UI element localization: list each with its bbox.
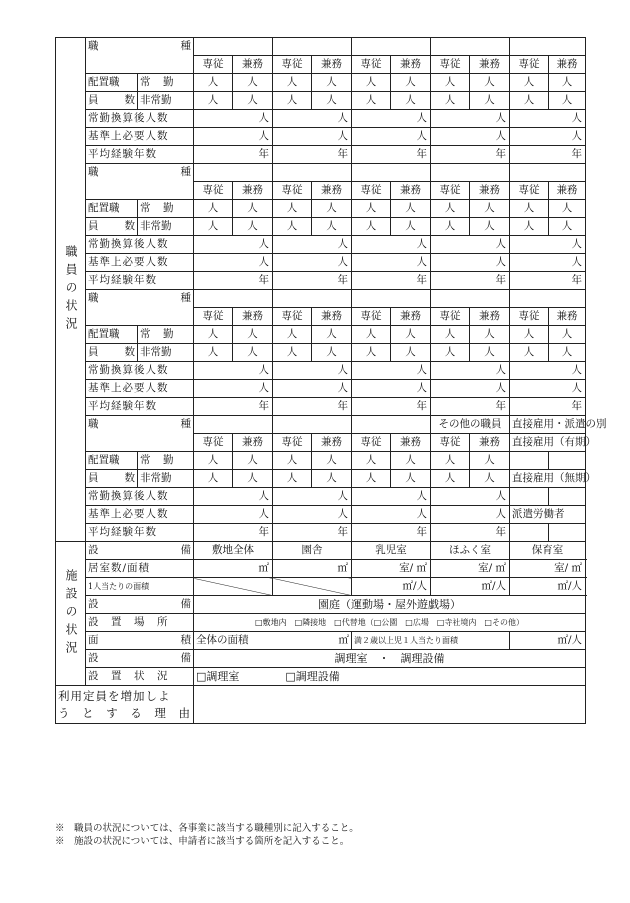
regular-count[interactable]: 人: [312, 452, 352, 470]
full-time-header: 専従: [352, 56, 391, 74]
non-regular-count[interactable]: 人: [273, 92, 312, 110]
regular-count[interactable]: 人: [470, 452, 510, 470]
avg-years-label: 平均経験年数: [86, 146, 194, 164]
nursery-room-per-person[interactable]: ㎡/人: [510, 578, 586, 596]
non-regular-count[interactable]: 人: [352, 92, 391, 110]
nursery-room-field[interactable]: 室/ ㎡: [510, 560, 586, 578]
regular-count[interactable]: 人: [510, 74, 549, 92]
non-regular-count[interactable]: 人: [194, 92, 233, 110]
full-time-header: 専従: [194, 434, 233, 452]
fte-count[interactable]: 人: [352, 362, 431, 380]
over2-area-field[interactable]: ㎡/人: [510, 632, 586, 650]
job-type-field[interactable]: [431, 38, 510, 56]
regular-count[interactable]: 人: [470, 200, 510, 218]
avg-years-count[interactable]: 年: [194, 524, 273, 542]
required-label: 基準上必要人数: [86, 506, 194, 524]
full-time-header: 専従: [431, 182, 470, 200]
full-time-header: 専従: [194, 308, 233, 326]
regular-count[interactable]: 人: [312, 326, 352, 344]
direct-open-label: 直接雇用（無期）: [510, 470, 586, 488]
fte-count[interactable]: 人: [352, 110, 431, 128]
crawling-room-field[interactable]: 室/ ㎡: [431, 560, 510, 578]
required-count[interactable]: 人: [352, 128, 431, 146]
required-count[interactable]: 人: [352, 380, 431, 398]
notes: [55, 822, 359, 848]
non-regular-count[interactable]: 人: [233, 470, 273, 488]
job-type-field[interactable]: [194, 290, 273, 308]
garden-header: 園庭（運動場・屋外遊戯場）: [194, 596, 586, 614]
part-time-header: 兼務: [470, 434, 510, 452]
placed-staff-label-2: 員 数: [86, 344, 138, 362]
part-time-header: 兼務: [549, 182, 586, 200]
diagonal-cell: [194, 578, 273, 596]
non-regular-label: 非常勤: [138, 218, 194, 236]
staff-section: [56, 38, 607, 542]
fte-label: 常勤換算後人数: [86, 488, 194, 506]
job-type-field[interactable]: [352, 164, 431, 182]
required-count[interactable]: 人: [431, 254, 510, 272]
other-staff-header: その他の職員: [431, 416, 510, 434]
non-regular-count[interactable]: 人: [510, 218, 549, 236]
fte-count[interactable]: 人: [431, 110, 510, 128]
non-regular-count[interactable]: 人: [470, 92, 510, 110]
regular-count[interactable]: 人: [510, 200, 549, 218]
avg-years-count[interactable]: 年: [352, 398, 431, 416]
regular-label: 常 勤: [138, 326, 194, 344]
part-time-header: 兼務: [233, 434, 273, 452]
reason-field[interactable]: [194, 686, 586, 724]
full-time-header: 専従: [273, 308, 312, 326]
job-type-label: 職 種: [86, 416, 194, 452]
building-area-field[interactable]: ㎡: [273, 560, 352, 578]
part-time-header: 兼務: [549, 308, 586, 326]
required-count[interactable]: 人: [431, 128, 510, 146]
avg-years-count[interactable]: 年: [510, 398, 586, 416]
regular-count[interactable]: 人: [233, 200, 273, 218]
area-label: 面 積: [86, 632, 194, 650]
non-regular-count[interactable]: 人: [549, 218, 586, 236]
non-regular-count[interactable]: 人: [510, 344, 549, 362]
regular-count[interactable]: 人: [391, 326, 431, 344]
location-options[interactable]: □敷地内 □隣接地 □代替地（□公園 □広場 □寺社境内 □その他）: [194, 614, 586, 632]
col-header-nursery-room: 保育室: [510, 542, 586, 560]
avg-years-count[interactable]: 年: [431, 272, 510, 290]
required-count[interactable]: 人: [194, 380, 273, 398]
regular-count[interactable]: 人: [352, 200, 391, 218]
regular-count[interactable]: 人: [391, 74, 431, 92]
job-type-field[interactable]: [273, 38, 352, 56]
fte-label: 常勤換算後人数: [86, 110, 194, 128]
full-time-header: 専従: [352, 308, 391, 326]
required-count[interactable]: 人: [194, 254, 273, 272]
non-regular-count[interactable]: 人: [470, 218, 510, 236]
regular-count[interactable]: 人: [470, 74, 510, 92]
job-type-field[interactable]: [510, 290, 586, 308]
job-type-field[interactable]: [273, 164, 352, 182]
direct-dispatch-header: 直接雇用・派遣の別: [510, 416, 586, 434]
required-label: 基準上必要人数: [86, 380, 194, 398]
non-regular-count[interactable]: 人: [273, 470, 312, 488]
job-type-field[interactable]: [273, 416, 352, 434]
placed-staff-label: 配置職: [86, 326, 138, 344]
part-time-header: 兼務: [233, 182, 273, 200]
placed-staff-label: 配置職: [86, 200, 138, 218]
regular-count[interactable]: 人: [233, 326, 273, 344]
fte-label: 常勤換算後人数: [86, 362, 194, 380]
crawling-room-per-person[interactable]: ㎡/人: [431, 578, 510, 596]
required-count[interactable]: 人: [510, 254, 586, 272]
kitchen-checkboxes[interactable]: [194, 668, 586, 686]
regular-count[interactable]: 人: [273, 452, 312, 470]
part-time-header: 兼務: [312, 308, 352, 326]
non-regular-count[interactable]: 人: [391, 344, 431, 362]
required-count[interactable]: 人: [273, 380, 352, 398]
form-table: [55, 37, 607, 724]
per-person-area-label: 1人当たりの面積: [86, 578, 194, 596]
fte-count[interactable]: 人: [510, 362, 586, 380]
fte-count[interactable]: 人: [431, 488, 510, 506]
col-header-site: 敷地全体: [194, 542, 273, 560]
full-time-header: 専従: [273, 182, 312, 200]
job-type-field[interactable]: [510, 38, 586, 56]
required-count[interactable]: 人: [273, 254, 352, 272]
regular-count[interactable]: 人: [431, 326, 470, 344]
non-regular-count[interactable]: 人: [510, 92, 549, 110]
part-time-header: 兼務: [312, 56, 352, 74]
kitchen-room-checkbox[interactable]: □調理室: [196, 670, 240, 683]
part-time-header: 兼務: [233, 56, 273, 74]
regular-count[interactable]: 人: [273, 326, 312, 344]
non-regular-count[interactable]: 人: [431, 218, 470, 236]
non-regular-count[interactable]: 人: [431, 344, 470, 362]
facility-section: [56, 542, 586, 686]
avg-years-count[interactable]: 年: [273, 524, 352, 542]
placed-staff-label-2: 員 数: [86, 218, 138, 236]
blank-cell[interactable]: [510, 488, 549, 506]
full-time-header: 専従: [352, 182, 391, 200]
equipment-label: 設 備: [86, 542, 194, 560]
full-time-header: 専従: [431, 56, 470, 74]
avg-years-count[interactable]: 年: [352, 272, 431, 290]
non-regular-count[interactable]: 人: [549, 344, 586, 362]
job-type-label: 職 種: [86, 290, 194, 326]
regular-count[interactable]: 人: [233, 452, 273, 470]
regular-count[interactable]: 人: [194, 74, 233, 92]
part-time-header: 兼務: [391, 182, 431, 200]
regular-count[interactable]: 人: [312, 74, 352, 92]
avg-years-count[interactable]: 年: [194, 398, 273, 416]
part-time-header: 兼務: [312, 182, 352, 200]
fte-count[interactable]: 人: [194, 488, 273, 506]
reason-section: [56, 686, 586, 724]
non-regular-count[interactable]: 人: [273, 218, 312, 236]
dispatched-label: 派遣労働者: [510, 506, 586, 524]
job-type-field[interactable]: [273, 290, 352, 308]
regular-count[interactable]: 人: [194, 200, 233, 218]
regular-count[interactable]: 人: [431, 200, 470, 218]
non-regular-count[interactable]: 人: [194, 344, 233, 362]
fte-count[interactable]: 人: [273, 110, 352, 128]
non-regular-count[interactable]: 人: [233, 218, 273, 236]
job-type-field[interactable]: [194, 416, 273, 434]
placed-staff-label-2: 員 数: [86, 470, 138, 488]
required-label: 基準上必要人数: [86, 128, 194, 146]
non-regular-count[interactable]: 人: [391, 470, 431, 488]
non-regular-count[interactable]: 人: [194, 218, 233, 236]
fte-count[interactable]: 人: [352, 488, 431, 506]
job-type-field[interactable]: [431, 290, 510, 308]
non-regular-label: 非常勤: [138, 92, 194, 110]
total-area-field[interactable]: 全体の面積 ㎡: [194, 632, 352, 650]
infant-room-field[interactable]: 室/ ㎡: [352, 560, 431, 578]
infant-room-per-person[interactable]: ㎡/人: [352, 578, 431, 596]
facility-section-label: 施設の状況: [56, 542, 86, 686]
job-type-field[interactable]: [352, 416, 431, 434]
required-count[interactable]: 人: [510, 380, 586, 398]
site-area-field[interactable]: ㎡: [194, 560, 273, 578]
non-regular-count[interactable]: 人: [352, 470, 391, 488]
job-type-field[interactable]: [194, 164, 273, 182]
non-regular-count[interactable]: 人: [312, 344, 352, 362]
regular-count[interactable]: 人: [352, 452, 391, 470]
avg-years-count[interactable]: 年: [431, 146, 510, 164]
kitchen-equipment-checkbox[interactable]: □調理設備: [285, 670, 340, 683]
full-time-header: 専従: [273, 56, 312, 74]
location-label: 設 置 場 所: [86, 614, 194, 632]
avg-years-count[interactable]: 年: [431, 524, 510, 542]
avg-years-label: 平均経験年数: [86, 524, 194, 542]
non-regular-count[interactable]: 人: [549, 92, 586, 110]
avg-years-count[interactable]: 年: [194, 146, 273, 164]
placed-staff-label: 配置職: [86, 452, 138, 470]
avg-years-count[interactable]: 年: [352, 524, 431, 542]
regular-count[interactable]: 人: [391, 200, 431, 218]
avg-years-count[interactable]: 年: [352, 146, 431, 164]
avg-years-count[interactable]: 年: [510, 272, 586, 290]
part-time-header: 兼務: [233, 308, 273, 326]
full-time-header: 専従: [194, 56, 233, 74]
regular-count[interactable]: 人: [273, 74, 312, 92]
fte-count[interactable]: 人: [510, 110, 586, 128]
blank-cell[interactable]: [549, 488, 586, 506]
full-time-header: 専従: [431, 434, 470, 452]
note-facility: ※ 施設の状況については、申請者に該当する箇所を記入すること。: [55, 836, 350, 847]
job-type-field[interactable]: [352, 290, 431, 308]
non-regular-label: 非常勤: [138, 344, 194, 362]
over2-area-label: 満２歳以上児１人当たり面積: [352, 632, 510, 650]
non-regular-count[interactable]: 人: [273, 344, 312, 362]
regular-count[interactable]: 人: [273, 200, 312, 218]
regular-count[interactable]: 人: [391, 452, 431, 470]
regular-count[interactable]: 人: [549, 74, 586, 92]
required-count[interactable]: 人: [273, 128, 352, 146]
fte-count[interactable]: 人: [352, 236, 431, 254]
placed-staff-label-2: 員 数: [86, 92, 138, 110]
full-time-header: 専従: [431, 308, 470, 326]
job-type-label: 職 種: [86, 38, 194, 74]
avg-years-count[interactable]: 年: [431, 398, 510, 416]
regular-label: 常 勤: [138, 74, 194, 92]
part-time-header: 兼務: [391, 308, 431, 326]
diagonal-cell: [273, 578, 352, 596]
required-count[interactable]: 人: [431, 506, 510, 524]
non-regular-label: 非常勤: [138, 470, 194, 488]
full-time-header: 専従: [194, 182, 233, 200]
regular-label: 常 勤: [138, 200, 194, 218]
avg-years-count[interactable]: 年: [273, 272, 352, 290]
fte-count[interactable]: 人: [273, 236, 352, 254]
non-regular-count[interactable]: 人: [470, 344, 510, 362]
required-count[interactable]: 人: [510, 128, 586, 146]
non-regular-count[interactable]: 人: [352, 344, 391, 362]
regular-label: 常 勤: [138, 452, 194, 470]
avg-years-count[interactable]: 年: [194, 272, 273, 290]
part-time-header: 兼務: [470, 56, 510, 74]
full-time-header: 専従: [510, 182, 549, 200]
regular-count[interactable]: 人: [352, 326, 391, 344]
job-type-field[interactable]: [352, 38, 431, 56]
regular-count[interactable]: 人: [233, 74, 273, 92]
rooms-area-label: 居室数/面積: [86, 560, 194, 578]
non-regular-count[interactable]: 人: [194, 470, 233, 488]
blank-cell[interactable]: [510, 524, 549, 542]
required-count[interactable]: 人: [194, 506, 273, 524]
equipment-label: 設 備: [86, 650, 194, 668]
blank-cell[interactable]: [549, 524, 586, 542]
avg-years-label: 平均経験年数: [86, 398, 194, 416]
job-type-field[interactable]: [431, 164, 510, 182]
part-time-header: 兼務: [312, 434, 352, 452]
avg-years-count[interactable]: 年: [273, 398, 352, 416]
full-time-header: 専従: [510, 308, 549, 326]
regular-count[interactable]: 人: [352, 74, 391, 92]
non-regular-count[interactable]: 人: [352, 218, 391, 236]
part-time-header: 兼務: [470, 308, 510, 326]
required-count[interactable]: 人: [194, 128, 273, 146]
application-form: [55, 37, 607, 724]
equipment-label: 設 備: [86, 596, 194, 614]
fte-count[interactable]: 人: [431, 236, 510, 254]
fte-count[interactable]: 人: [194, 110, 273, 128]
fte-count[interactable]: 人: [431, 362, 510, 380]
non-regular-count[interactable]: 人: [391, 92, 431, 110]
regular-count[interactable]: 人: [431, 452, 470, 470]
required-count[interactable]: 人: [273, 506, 352, 524]
fte-label: 常勤換算後人数: [86, 236, 194, 254]
blank-cell[interactable]: [549, 452, 586, 470]
regular-count[interactable]: 人: [431, 74, 470, 92]
required-count[interactable]: 人: [352, 254, 431, 272]
col-header-building: 園舎: [273, 542, 352, 560]
job-type-field[interactable]: [510, 164, 586, 182]
regular-count[interactable]: 人: [470, 326, 510, 344]
non-regular-count[interactable]: 人: [233, 92, 273, 110]
non-regular-count[interactable]: 人: [312, 92, 352, 110]
regular-count[interactable]: 人: [510, 326, 549, 344]
note-staff: ※ 職員の状況については、各事業に該当する職種別に記入すること。: [55, 823, 359, 834]
non-regular-count[interactable]: 人: [470, 470, 510, 488]
required-count[interactable]: 人: [431, 380, 510, 398]
required-count[interactable]: 人: [352, 506, 431, 524]
part-time-header: 兼務: [391, 56, 431, 74]
fte-count[interactable]: 人: [194, 362, 273, 380]
non-regular-count[interactable]: 人: [312, 470, 352, 488]
avg-years-count[interactable]: 年: [510, 146, 586, 164]
placed-staff-label: 配置職: [86, 74, 138, 92]
non-regular-count[interactable]: 人: [431, 470, 470, 488]
job-type-label: 職 種: [86, 164, 194, 200]
part-time-header: 兼務: [470, 182, 510, 200]
col-header-infant-room: 乳児室: [352, 542, 431, 560]
setup-status-label: 設 置 状 況: [86, 668, 194, 686]
fte-count[interactable]: 人: [194, 236, 273, 254]
regular-count[interactable]: 人: [549, 200, 586, 218]
fte-count[interactable]: 人: [273, 362, 352, 380]
full-time-header: 専従: [273, 434, 312, 452]
non-regular-count[interactable]: 人: [233, 344, 273, 362]
fte-count[interactable]: 人: [273, 488, 352, 506]
regular-count[interactable]: 人: [194, 452, 233, 470]
reason-label: 利用定員を増加しよ う と す る 理 由: [56, 686, 194, 724]
regular-count[interactable]: 人: [194, 326, 233, 344]
non-regular-count[interactable]: 人: [431, 92, 470, 110]
regular-count[interactable]: 人: [549, 326, 586, 344]
kitchen-header: 調理室 ・ 調理設備: [194, 650, 586, 668]
direct-fixed-label: 直接雇用（有期）: [510, 434, 586, 452]
full-time-header: 専従: [352, 434, 391, 452]
non-regular-count[interactable]: 人: [391, 218, 431, 236]
job-type-field[interactable]: [194, 38, 273, 56]
non-regular-count[interactable]: 人: [312, 218, 352, 236]
avg-years-count[interactable]: 年: [273, 146, 352, 164]
fte-count[interactable]: 人: [510, 236, 586, 254]
col-header-crawling-room: ほふく室: [431, 542, 510, 560]
regular-count[interactable]: 人: [312, 200, 352, 218]
part-time-header: 兼務: [391, 434, 431, 452]
avg-years-label: 平均経験年数: [86, 272, 194, 290]
staff-section-label: 職員の状況: [56, 38, 86, 542]
part-time-header: 兼務: [549, 56, 586, 74]
required-label: 基準上必要人数: [86, 254, 194, 272]
blank-cell[interactable]: [510, 452, 549, 470]
full-time-header: 専従: [510, 56, 549, 74]
